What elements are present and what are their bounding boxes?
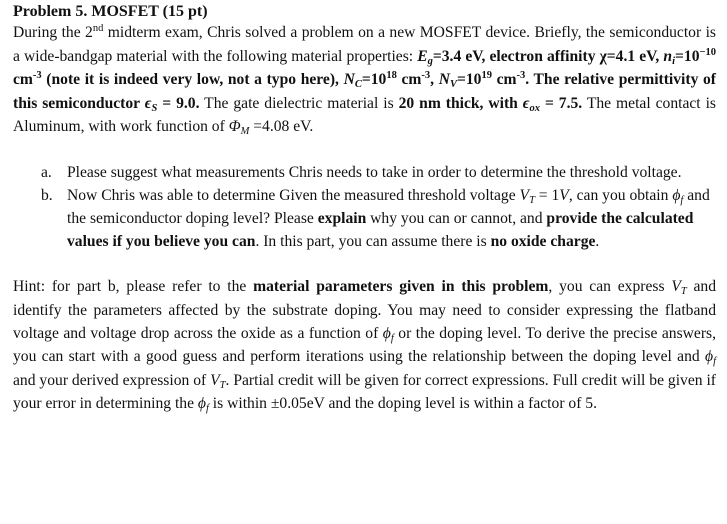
hint-emphasis: material parameters given in this problem xyxy=(253,278,549,296)
es-subscript: S xyxy=(151,102,158,114)
vt-symbol: V xyxy=(519,186,530,204)
nc-subscript: C xyxy=(354,79,362,90)
nc-exponent: 18 xyxy=(386,70,397,81)
phif-subscript: f xyxy=(205,402,209,414)
es-value: = 9.0. xyxy=(157,94,200,112)
problem-intro xyxy=(13,21,716,139)
hint-text: or the doping level. To derive the precise answers, you can start with a good guess and perform iterations using the relationship between the doping level and xyxy=(13,324,716,366)
vt-symbol: V xyxy=(210,371,220,389)
ni-symbol: n xyxy=(663,47,673,65)
part-text: . xyxy=(595,233,600,251)
vt-subscript: T xyxy=(529,194,535,206)
oxide-properties xyxy=(399,95,583,112)
explain-emphasis: explain xyxy=(317,209,367,227)
ni-exponent: −10 xyxy=(699,46,716,58)
phif-symbol: ϕ xyxy=(382,324,391,342)
eox-value: = 7.5. xyxy=(540,94,583,112)
nv-unit: cm xyxy=(491,71,517,88)
ordinal-suffix: nd xyxy=(92,23,104,34)
phif-symbol: ϕ xyxy=(705,348,714,366)
nv-exponent: 19 xyxy=(481,70,492,81)
vt-symbol: V xyxy=(671,278,681,296)
part-marker: a. xyxy=(41,163,52,181)
ni-value: =10 xyxy=(675,47,700,65)
phim-subscript: M xyxy=(240,126,250,137)
hint-paragraph xyxy=(13,275,716,415)
intro-text: The gate dielectric material is xyxy=(199,94,399,112)
bandgap-symbol: E xyxy=(417,47,428,65)
phif-subscript: f xyxy=(390,332,394,344)
vt-unit: V xyxy=(559,186,569,204)
vt-subscript: T xyxy=(680,286,687,298)
nc-unit: cm xyxy=(396,71,422,88)
hint-text: and your derived expression of xyxy=(13,371,211,389)
bandgap-subscript: g xyxy=(427,55,433,67)
nv-subscript: V xyxy=(449,79,457,90)
hint-text: is within ±0.05eV and the doping level is within a factor of 5. xyxy=(208,394,597,412)
separator: , xyxy=(430,71,439,88)
phif-symbol: ϕ xyxy=(197,394,206,412)
provide-values-emphasis: provide the calculated values if you believe you can xyxy=(67,209,694,251)
nc-unit-exponent: -3 xyxy=(421,70,431,81)
ni-unit: cm xyxy=(13,71,33,88)
hint-text: . Partial credit will be given for correct expressions. Full credit will be given if your error in determining the xyxy=(13,371,717,412)
hint-text: , you can express xyxy=(548,278,672,296)
phim-symbol: Φ xyxy=(228,118,241,135)
nv-value: =10 xyxy=(456,71,482,88)
vt-value: = 1 xyxy=(534,186,560,204)
vt-subscript: T xyxy=(219,379,226,391)
part-text: why you can or cannot, and xyxy=(366,209,547,227)
intro-text: The metal contact is Aluminum, with work function of xyxy=(13,94,716,135)
part-marker: b. xyxy=(41,186,53,204)
hint-text: and identify the parameters affected by the substrate doping. You may need to consider expressing the flatband voltage and voltage drop across the oxide as a function of xyxy=(13,278,716,342)
part-text: and the semiconductor doping level? Please xyxy=(67,186,710,227)
es-symbol: ϵ xyxy=(144,94,152,112)
hint-text: Hint: for part b, please refer to the xyxy=(13,278,254,296)
phif-subscript: f xyxy=(713,356,716,368)
nc-symbol: N xyxy=(343,71,355,88)
problem-title: Problem 5. MOSFET (15 pt) xyxy=(13,3,208,20)
phif-subscript: f xyxy=(680,194,684,206)
part-text: Now Chris was able to determine Given the measured threshold voltage xyxy=(67,186,520,204)
intro-text: During the 2 xyxy=(13,24,93,41)
part-text: Please suggest what measurements Chris needs to take in order to determine the threshold voltage. xyxy=(67,163,682,181)
phif-symbol: ϕ xyxy=(672,186,681,204)
nv-unit-exponent: -3 xyxy=(516,70,526,81)
part-text: . In this part, you can assume there is xyxy=(255,233,491,251)
nv-symbol: N xyxy=(438,71,450,88)
question-parts xyxy=(13,161,716,254)
intro-text: midterm exam, Chris solved a problem on a new MOSFET device. Briefly, the semiconductor is a wide-bandgap material with the following material properties: xyxy=(13,24,716,65)
no-oxide-charge-emphasis: no oxide charge xyxy=(490,233,596,251)
eox-symbol: ϵ xyxy=(522,94,530,112)
part-text: , can you obtain xyxy=(568,186,673,204)
eox-subscript: ox xyxy=(529,102,541,114)
note-text: (note it is indeed very low, not a typo here), xyxy=(41,71,344,88)
ni-subscript: i xyxy=(672,55,676,67)
part-b xyxy=(41,184,716,254)
problem-document xyxy=(13,2,716,415)
part-a xyxy=(41,161,716,184)
permittivity-text: . The relative permittivity of this semiconductor xyxy=(13,71,716,112)
nc-value: =10 xyxy=(361,71,387,88)
oxide-thickness: 20 nm thick, with xyxy=(398,94,523,112)
ni-unit-exponent: -3 xyxy=(32,70,42,81)
bandgap-value: =3.4 eV, electron affinity χ=4.1 eV, xyxy=(432,47,664,65)
phim-value: =4.08 eV. xyxy=(249,118,314,135)
